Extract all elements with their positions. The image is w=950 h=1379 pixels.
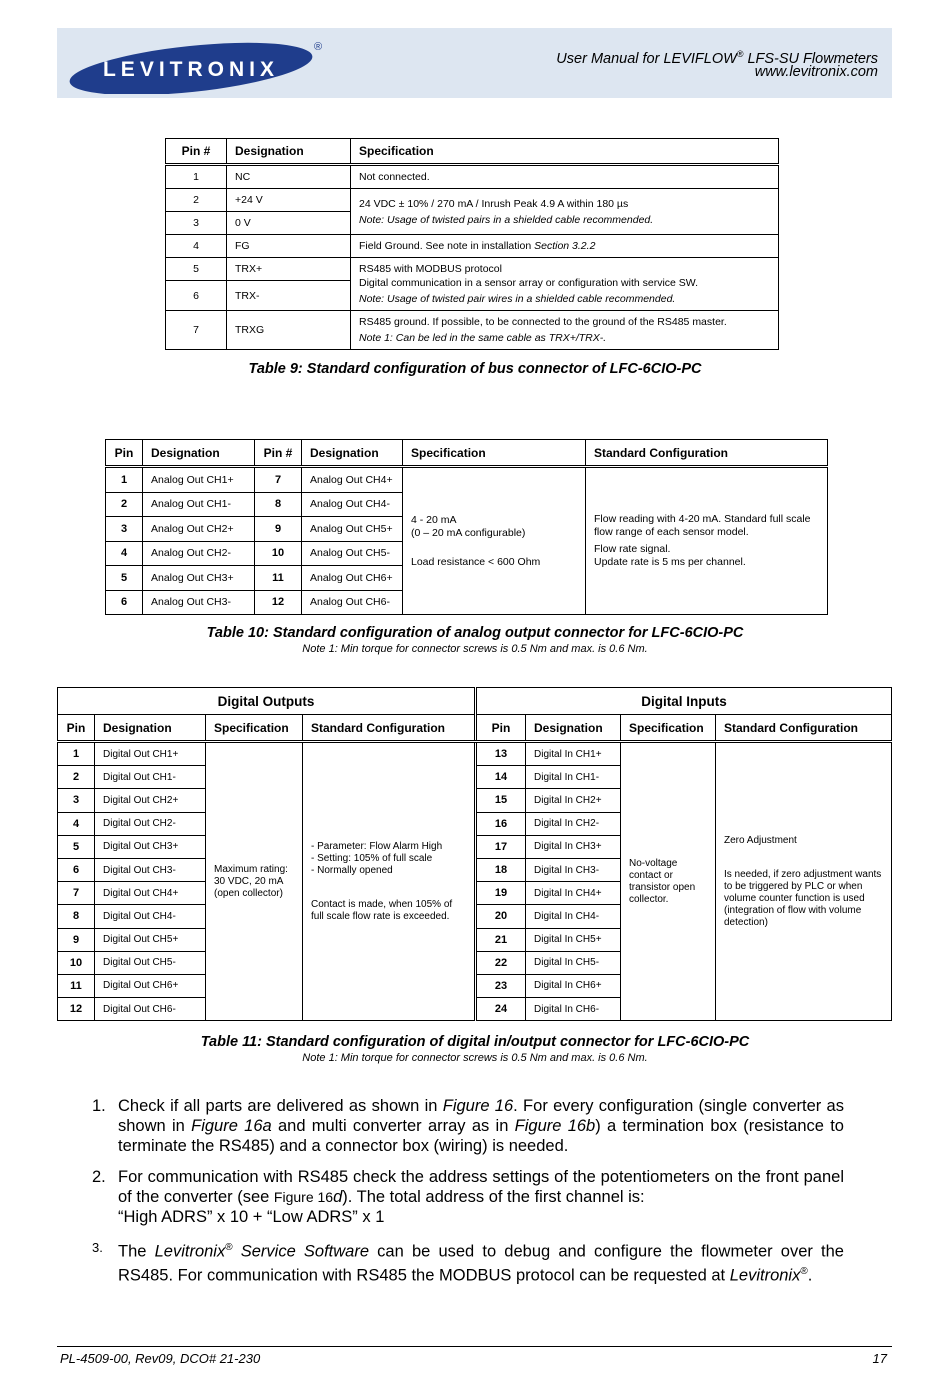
pin-number: 7 bbox=[166, 311, 227, 350]
page-header bbox=[57, 28, 892, 98]
pin-number: 20 bbox=[476, 905, 526, 928]
designation: Analog Out CH1+ bbox=[143, 467, 255, 493]
designation: Digital In CH1+ bbox=[526, 742, 621, 766]
designation: FG bbox=[227, 235, 351, 258]
pin-number: 5 bbox=[106, 566, 143, 591]
table-11-caption: Table 11: Standard configuration of digital in/output connector for LFC-6CIO-PC bbox=[200, 1034, 750, 1050]
table-row bbox=[166, 258, 779, 281]
designation: NC bbox=[227, 165, 351, 189]
pin-number: 22 bbox=[476, 951, 526, 974]
column-header-pin: Pin bbox=[476, 715, 526, 742]
pin-number: 7 bbox=[58, 882, 95, 905]
pin-number: 8 bbox=[255, 492, 302, 517]
designation: Digital Out CH4- bbox=[95, 905, 206, 928]
pin-number: 2 bbox=[106, 492, 143, 517]
designation: Analog Out CH4- bbox=[302, 492, 403, 517]
pin-number: 8 bbox=[58, 905, 95, 928]
column-header-pin-number: Pin # bbox=[255, 440, 302, 467]
designation: Analog Out CH6+ bbox=[302, 566, 403, 591]
designation: Digital In CH5+ bbox=[526, 928, 621, 951]
table-11-note: Note 1: Min torque for connector screws is 0.5 Nm and max. is 0.6 Nm. bbox=[302, 1052, 648, 1064]
pin-number: 11 bbox=[58, 974, 95, 997]
input-standard-configuration: Zero Adjustment Is needed, if zero adjustment wants to be triggered by PLC or when volume counter function is used (integration of flow with volume detection) bbox=[716, 742, 892, 1021]
pin-number: 23 bbox=[476, 974, 526, 997]
bus-connector-table bbox=[165, 138, 779, 350]
column-header-specification: Specification bbox=[206, 715, 303, 742]
pin-number: 16 bbox=[476, 812, 526, 835]
pin-number: 18 bbox=[476, 858, 526, 881]
pin-number: 24 bbox=[476, 998, 526, 1021]
table-row bbox=[166, 235, 779, 258]
pin-number: 6 bbox=[58, 858, 95, 881]
output-standard-configuration: - Parameter: Flow Alarm High - Setting: 105% of full scale - Normally opened Contact is made, when 105% of full scale flow rate is exceeded. bbox=[303, 742, 476, 1021]
pin-number: 5 bbox=[58, 835, 95, 858]
website-url: www.levitronix.com bbox=[754, 64, 878, 80]
designation: Digital Out CH6+ bbox=[95, 974, 206, 997]
table-9-caption: Table 9: Standard configuration of bus connector of LFC-6CIO-PC bbox=[248, 361, 702, 377]
designation: Analog Out CH4+ bbox=[302, 467, 403, 493]
list-item: 3. The Levitronix® Service Software can be used to debug and configure the flowmeter over the RS485. For communication with RS485 the MODBUS protocol can be requested at Levitronix®. bbox=[92, 1240, 844, 1284]
pin-number: 4 bbox=[166, 235, 227, 258]
pin-number: 9 bbox=[58, 928, 95, 951]
column-header-designation: Designation bbox=[95, 715, 206, 742]
designation: Analog Out CH3+ bbox=[143, 566, 255, 591]
designation: Digital In CH4- bbox=[526, 905, 621, 928]
column-header-pin: Pin bbox=[58, 715, 95, 742]
column-header-specification: Specification bbox=[351, 139, 779, 165]
designation: Digital In CH2+ bbox=[526, 789, 621, 812]
group-header-digital-outputs: Digital Outputs bbox=[58, 688, 476, 715]
pin-number: 3 bbox=[106, 517, 143, 542]
designation: Digital Out CH2+ bbox=[95, 789, 206, 812]
pin-number: 4 bbox=[58, 812, 95, 835]
pin-number: 10 bbox=[58, 951, 95, 974]
column-header-standard-configuration: Standard Configuration bbox=[303, 715, 476, 742]
column-header-pin: Pin bbox=[106, 440, 143, 467]
pin-number: 6 bbox=[166, 281, 227, 311]
pin-number: 1 bbox=[58, 742, 95, 766]
designation: Analog Out CH5+ bbox=[302, 517, 403, 542]
output-specification: Maximum rating: 30 VDC, 20 mA (open collector) bbox=[206, 742, 303, 1021]
input-specification: No-voltage contact or transistor open collector. bbox=[621, 742, 716, 1021]
pin-number: 15 bbox=[476, 789, 526, 812]
logo-registered-mark: ® bbox=[314, 41, 323, 53]
table-row bbox=[166, 311, 779, 350]
column-header-designation: Designation bbox=[526, 715, 621, 742]
designation: TRX+ bbox=[227, 258, 351, 281]
designation: Digital Out CH1+ bbox=[95, 742, 206, 766]
specification: Not connected. bbox=[351, 165, 779, 189]
address-formula: “High ADRS” x 10 + “Low ADRS” x 1 bbox=[118, 1208, 385, 1226]
pin-number: 9 bbox=[255, 517, 302, 542]
designation: Analog Out CH5- bbox=[302, 541, 403, 566]
pin-number: 2 bbox=[166, 189, 227, 212]
analog-specification: 4 - 20 mA (0 – 20 mA configurable) Load resistance < 600 Ohm bbox=[403, 467, 586, 615]
designation: Digital Out CH4+ bbox=[95, 882, 206, 905]
specification: RS485 with MODBUS protocol Digital communication in a sensor array or configuration with service SW. Note: Usage of twisted pair wires in a shielded cable recommended. bbox=[351, 258, 779, 311]
designation: Digital Out CH5- bbox=[95, 951, 206, 974]
table-row bbox=[106, 467, 828, 493]
table-row bbox=[58, 742, 892, 766]
designation: Analog Out CH6- bbox=[302, 590, 403, 615]
digital-io-table bbox=[57, 687, 892, 1021]
designation: 0 V bbox=[227, 212, 351, 235]
levitronix-logo bbox=[67, 36, 323, 94]
pin-number: 2 bbox=[58, 766, 95, 789]
column-header-designation: Designation bbox=[302, 440, 403, 467]
pin-number: 3 bbox=[166, 212, 227, 235]
footer-divider bbox=[57, 1346, 892, 1347]
table-row bbox=[166, 189, 779, 212]
pin-number: 14 bbox=[476, 766, 526, 789]
pin-number: 12 bbox=[58, 998, 95, 1021]
group-header-digital-inputs: Digital Inputs bbox=[476, 688, 892, 715]
designation: Digital In CH5- bbox=[526, 951, 621, 974]
pin-number: 4 bbox=[106, 541, 143, 566]
designation: Analog Out CH2- bbox=[143, 541, 255, 566]
analog-standard-configuration: Flow reading with 4-20 mA. Standard full scale flow range of each sensor model. Flow rate signal. Update rate is 5 ms per channel. bbox=[586, 467, 828, 615]
designation: Digital In CH6+ bbox=[526, 974, 621, 997]
pin-number: 1 bbox=[106, 467, 143, 493]
analog-output-table bbox=[105, 439, 828, 615]
pin-number: 10 bbox=[255, 541, 302, 566]
instructions-list bbox=[92, 1096, 844, 1296]
specification: Field Ground. See note in installation Section 3.2.2 bbox=[351, 235, 779, 258]
designation: Digital Out CH3- bbox=[95, 858, 206, 881]
designation: Analog Out CH3- bbox=[143, 590, 255, 615]
designation: Digital Out CH5+ bbox=[95, 928, 206, 951]
pin-number: 19 bbox=[476, 882, 526, 905]
pin-number: 6 bbox=[106, 590, 143, 615]
logo-text: LEVITRONIX bbox=[102, 58, 280, 81]
designation: Digital In CH2- bbox=[526, 812, 621, 835]
pin-number: 13 bbox=[476, 742, 526, 766]
page-number: 17 bbox=[872, 1351, 887, 1366]
designation: Digital In CH6- bbox=[526, 998, 621, 1021]
specification: 24 VDC ± 10% / 270 mA / Inrush Peak 4.9 A within 180 µs Note: Usage of twisted pairs in a shielded cable recommended. bbox=[351, 189, 779, 235]
column-header-pin: Pin # bbox=[166, 139, 227, 165]
column-header-designation: Designation bbox=[227, 139, 351, 165]
pin-number: 1 bbox=[166, 165, 227, 189]
designation: Digital Out CH1- bbox=[95, 766, 206, 789]
pin-number: 11 bbox=[255, 566, 302, 591]
list-item: 2. For communication with RS485 check the address settings of the potentiometers on the front panel of the converter (see Figure 16d). The total address of the first channel is: “High ADRS” x 10 + “Low ADRS” x 1 bbox=[92, 1168, 844, 1226]
pin-number: 12 bbox=[255, 590, 302, 615]
designation: Digital Out CH2- bbox=[95, 812, 206, 835]
table-10-caption: Table 10: Standard configuration of analog output connector for LFC-6CIO-PC bbox=[206, 625, 744, 641]
pin-number: 3 bbox=[58, 789, 95, 812]
pin-number: 21 bbox=[476, 928, 526, 951]
designation: TRX- bbox=[227, 281, 351, 311]
pin-number: 5 bbox=[166, 258, 227, 281]
column-header-standard-configuration: Standard Configuration bbox=[586, 440, 828, 467]
pin-number: 17 bbox=[476, 835, 526, 858]
column-header-specification: Specification bbox=[621, 715, 716, 742]
designation: TRXG bbox=[227, 311, 351, 350]
designation: Analog Out CH2+ bbox=[143, 517, 255, 542]
list-item: 1. Check if all parts are delivered as shown in Figure 16. For every configuration (single converter as shown in Figure 16a and multi converter array as in Figure 16b) a termination box (resistance to terminate the RS485) and a connector box (wiring) is needed. bbox=[92, 1097, 844, 1155]
designation: Digital In CH1- bbox=[526, 766, 621, 789]
table-row bbox=[166, 165, 779, 189]
designation: Digital Out CH6- bbox=[95, 998, 206, 1021]
column-header-standard-configuration: Standard Configuration bbox=[716, 715, 892, 742]
table-10-note: Note 1: Min torque for connector screws is 0.5 Nm and max. is 0.6 Nm. bbox=[302, 643, 648, 655]
document-id: PL-4509-00, Rev09, DCO# 21-230 bbox=[60, 1351, 261, 1366]
pin-number: 7 bbox=[255, 467, 302, 493]
specification: RS485 ground. If possible, to be connected to the ground of the RS485 master. Note 1: Can be led in the same cable as TRX+/TRX-. bbox=[351, 311, 779, 350]
column-header-specification: Specification bbox=[403, 440, 586, 467]
designation: Digital In CH3+ bbox=[526, 835, 621, 858]
column-header-designation: Designation bbox=[143, 440, 255, 467]
manual-title: User Manual for LEVIFLOW® LFS-SU Flowmeters bbox=[556, 49, 878, 67]
designation: Digital Out CH3+ bbox=[95, 835, 206, 858]
designation: Analog Out CH1- bbox=[143, 492, 255, 517]
designation: Digital In CH3- bbox=[526, 858, 621, 881]
designation: +24 V bbox=[227, 189, 351, 212]
designation: Digital In CH4+ bbox=[526, 882, 621, 905]
